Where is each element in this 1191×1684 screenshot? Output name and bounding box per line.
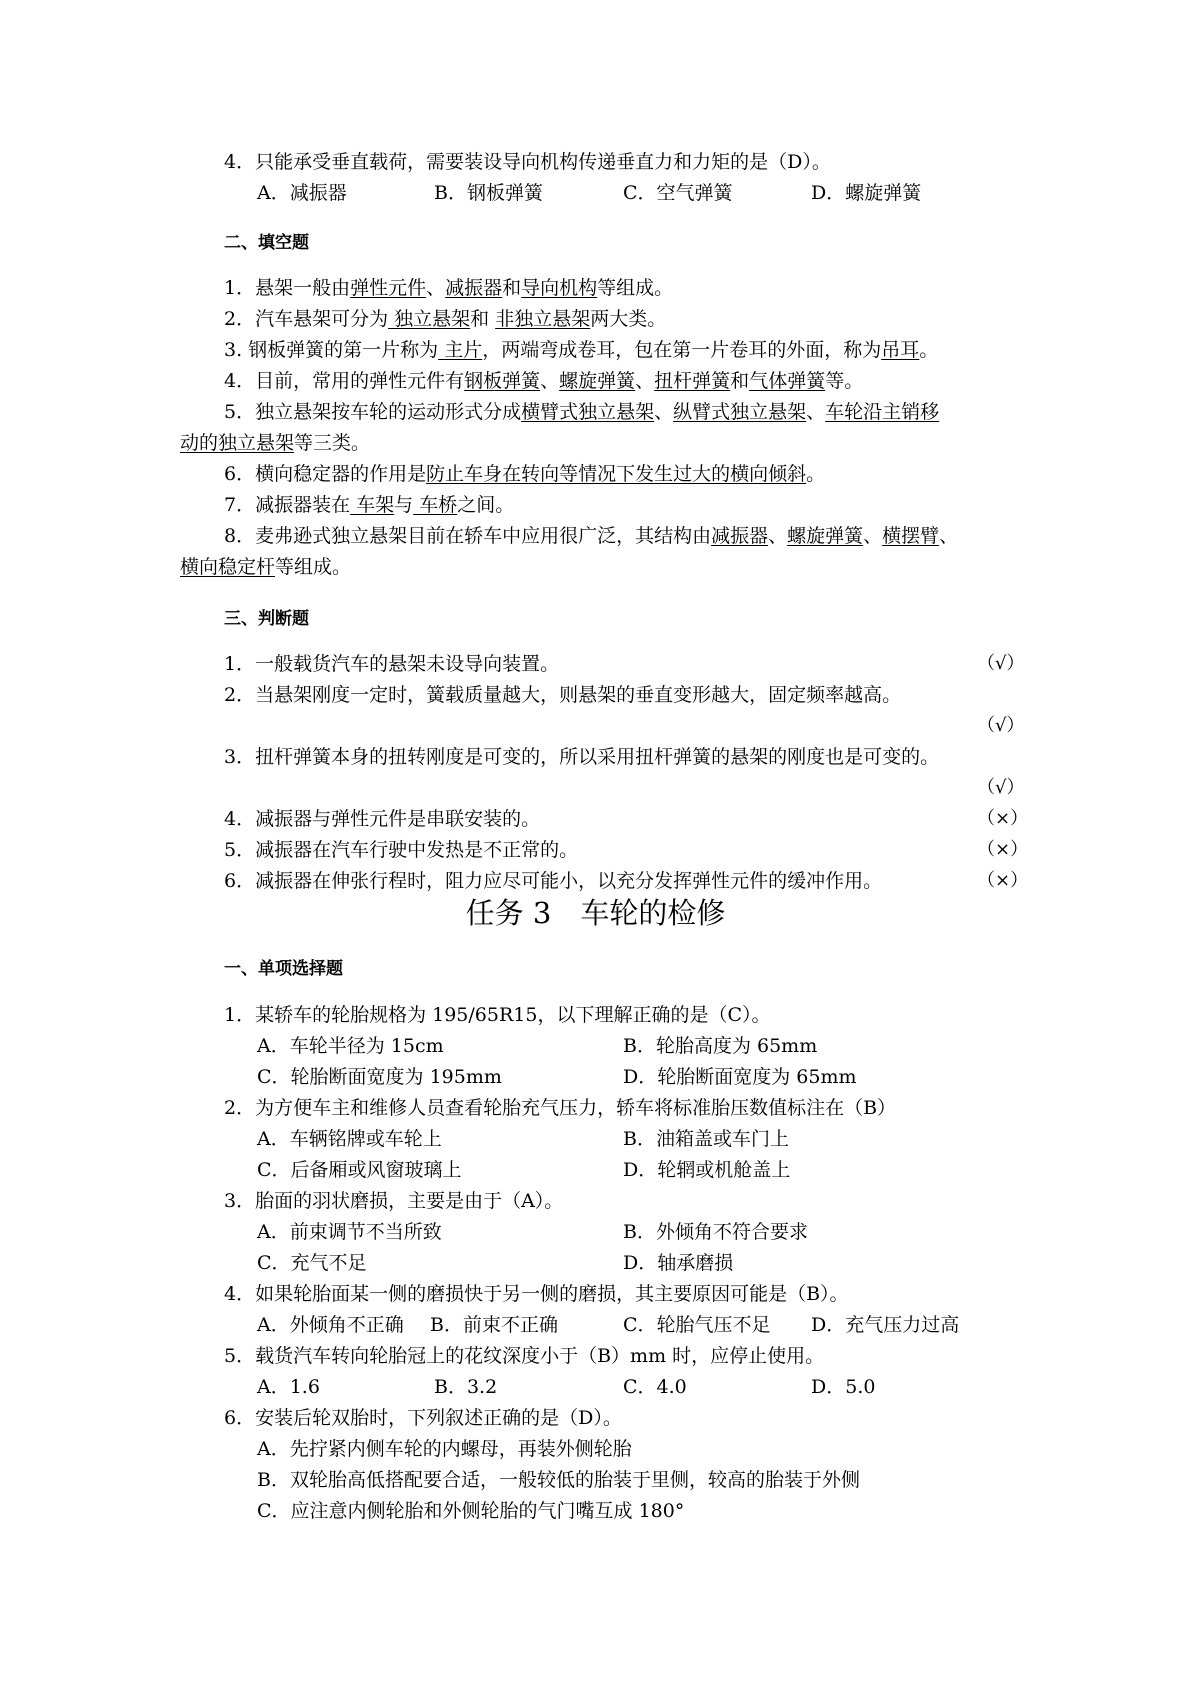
fill-question-3: 3. 钢板弹簧的第一片称为 主片，两端弯成卷耳，包在第一片卷耳的外面，称为吊耳。 <box>224 339 939 361</box>
question-4-option-b: B．钢板弹簧 <box>434 182 543 204</box>
choice-question-1-stem: 1．某轿车的轮胎规格为 195/65R15，以下理解正确的是（C）。 <box>224 1004 771 1026</box>
judge-answer-4: （×） <box>977 808 1029 829</box>
answer-blank: 螺旋弹簧 <box>787 525 864 547</box>
fill-question-5-continued: 动的独立悬架等三类。 <box>180 432 371 454</box>
answer-blank: 横摆臂 <box>882 525 940 547</box>
choice-question-5-option-a: A．1.6 <box>257 1376 320 1398</box>
judge-question-2: 2．当悬架刚度一定时，簧载质量越大，则悬架的垂直变形越大，固定频率越高。 <box>224 684 902 706</box>
section-heading-true-false: 三、判断题 <box>224 609 309 629</box>
judge-answer-2: （√） <box>977 715 1025 736</box>
choice-question-3-option-a: A．前束调节不当所致 <box>257 1221 442 1243</box>
answer-blank: 非独立悬架 <box>495 308 591 330</box>
choice-question-6-option-a: A．先拧紧内侧车轮的内螺母，再装外侧轮胎 <box>257 1438 632 1460</box>
choice-question-4-option-c: C．轮胎气压不足 <box>623 1314 771 1336</box>
question-4-option-a: A．减振器 <box>257 182 347 204</box>
choice-question-6-option-c: C．应注意内侧轮胎和外侧轮胎的气门嘴互成 180° <box>257 1500 685 1522</box>
judge-question-6: 6．减振器在伸张行程时，阻力应尽可能小，以充分发挥弹性元件的缓冲作用。 <box>224 870 883 892</box>
answer-blank: 弹性元件 <box>350 277 427 299</box>
choice-question-2-stem: 2．为方便车主和维修人员查看轮胎充气压力，轿车将标准胎压数值标注在（B） <box>224 1097 897 1119</box>
judge-answer-5: （×） <box>977 839 1029 860</box>
judge-question-4: 4．减振器与弹性元件是串联安装的。 <box>224 808 541 830</box>
answer-blank: 车桥 <box>413 494 458 516</box>
fill-question-5: 5．独立悬架按车轮的运动形式分成横臂式独立悬架、纵臂式独立悬架、车轮沿主销移 <box>224 401 940 423</box>
choice-question-2-option-c: C．后备厢或风窗玻璃上 <box>257 1159 462 1181</box>
choice-question-4-option-d: D．充气压力过高 <box>811 1314 960 1336</box>
fill-question-1: 1．悬架一般由弹性元件、减振器和导向机构等组成。 <box>224 277 674 299</box>
choice-question-1-option-b: B．轮胎高度为 65mm <box>623 1035 818 1057</box>
judge-answer-1: （√） <box>977 653 1025 674</box>
choice-question-4-option-b: B．前束不正确 <box>430 1314 558 1336</box>
answer-blank: 独立悬架 <box>388 308 471 330</box>
judge-question-5: 5．减振器在汽车行驶中发热是不正常的。 <box>224 839 579 861</box>
question-4-option-d: D．螺旋弹簧 <box>811 182 922 204</box>
answer-blank: 钢板弹簧 <box>464 370 541 392</box>
answer-blank: 气体弹簧 <box>749 370 826 392</box>
fill-question-2: 2．汽车悬架可分为 独立悬架和 非独立悬架两大类。 <box>224 308 667 330</box>
choice-question-1-option-d: D．轮胎断面宽度为 65mm <box>623 1066 857 1088</box>
judge-question-3: 3．扭杆弹簧本身的扭转刚度是可变的，所以采用扭杆弹簧的悬架的刚度也是可变的。 <box>224 746 940 768</box>
choice-question-5-option-c: C．4.0 <box>623 1376 687 1398</box>
choice-question-1-option-a: A．车轮半径为 15cm <box>257 1035 444 1057</box>
answer-blank: 主片 <box>438 339 483 361</box>
choice-question-2-option-d: D．轮辋或机舱盖上 <box>623 1159 791 1181</box>
answer-blank: 减振器 <box>711 525 769 547</box>
choice-question-5-option-b: B．3.2 <box>434 1376 498 1398</box>
question-4-stem: 4．只能承受垂直载荷，需要装设导向机构传递垂直力和力矩的是（D）。 <box>224 151 831 173</box>
answer-blank: 车轮沿主销移 <box>825 401 940 423</box>
fill-question-6: 6．横向稳定器的作用是防止车身在转向等情况下发生过大的横向倾斜。 <box>224 463 826 485</box>
answer-blank: 吊耳 <box>881 339 920 361</box>
answer-blank: 防止车身在转向等情况下发生过大的横向倾斜 <box>426 463 807 485</box>
choice-question-2-option-a: A．车辆铭牌或车轮上 <box>257 1128 442 1150</box>
choice-question-5-stem: 5．载货汽车转向轮胎冠上的花纹深度小于（B）mm 时，应停止使用。 <box>224 1345 825 1367</box>
task-title: 任务 3 车轮的检修 <box>465 896 726 930</box>
choice-question-3-option-d: D．轴承磨损 <box>623 1252 734 1274</box>
answer-blank: 导向机构 <box>521 277 598 299</box>
fill-question-8: 8．麦弗逊式独立悬架目前在轿车中应用很广泛，其结构由减振器、螺旋弹簧、横摆臂、 <box>224 525 959 547</box>
section-heading-fill-blank: 二、填空题 <box>224 233 309 253</box>
choice-question-2-option-b: B．油箱盖或车门上 <box>623 1128 789 1150</box>
fill-question-8-continued: 横向稳定杆等组成。 <box>180 556 352 578</box>
choice-question-3-stem: 3．胎面的羽状磨损，主要是由于（A）。 <box>224 1190 564 1212</box>
fill-question-7: 7．减振器装在 车架与 车桥之间。 <box>224 494 515 516</box>
answer-blank: 横臂式独立悬架 <box>521 401 655 423</box>
question-4-option-c: C．空气弹簧 <box>623 182 733 204</box>
choice-question-3-option-c: C．充气不足 <box>257 1252 367 1274</box>
choice-question-6-option-b: B．双轮胎高低搭配要合适，一般较低的胎装于里侧，较高的胎装于外侧 <box>257 1469 860 1491</box>
choice-question-4-option-a: A．外倾角不正确 <box>257 1314 404 1336</box>
answer-blank: 螺旋弹簧 <box>559 370 636 392</box>
choice-question-1-option-c: C．轮胎断面宽度为 195mm <box>257 1066 502 1088</box>
choice-question-5-option-d: D．5.0 <box>811 1376 876 1398</box>
answer-blank: 横向稳定杆 <box>180 556 276 578</box>
answer-blank: 减振器 <box>445 277 503 299</box>
choice-question-3-option-b: B．外倾角不符合要求 <box>623 1221 808 1243</box>
answer-blank: 纵臂式独立悬架 <box>673 401 807 423</box>
judge-question-1: 1．一般载货汽车的悬架未设导向装置。 <box>224 653 560 675</box>
choice-question-4-stem: 4．如果轮胎面某一侧的磨损快于另一侧的磨损，其主要原因可能是（B）。 <box>224 1283 849 1305</box>
answer-blank: 动的独立悬架 <box>180 432 295 454</box>
judge-answer-6: （×） <box>977 870 1029 891</box>
choice-question-6-stem: 6．安装后轮双胎时，下列叙述正确的是（D）。 <box>224 1407 622 1429</box>
answer-blank: 车架 <box>350 494 395 516</box>
answer-blank: 扭杆弹簧 <box>654 370 731 392</box>
fill-question-4: 4．目前，常用的弹性元件有钢板弹簧、螺旋弹簧、扭杆弹簧和气体弹簧等。 <box>224 370 864 392</box>
section-heading-single-choice: 一、单项选择题 <box>224 959 343 979</box>
judge-answer-3: （√） <box>977 777 1025 798</box>
